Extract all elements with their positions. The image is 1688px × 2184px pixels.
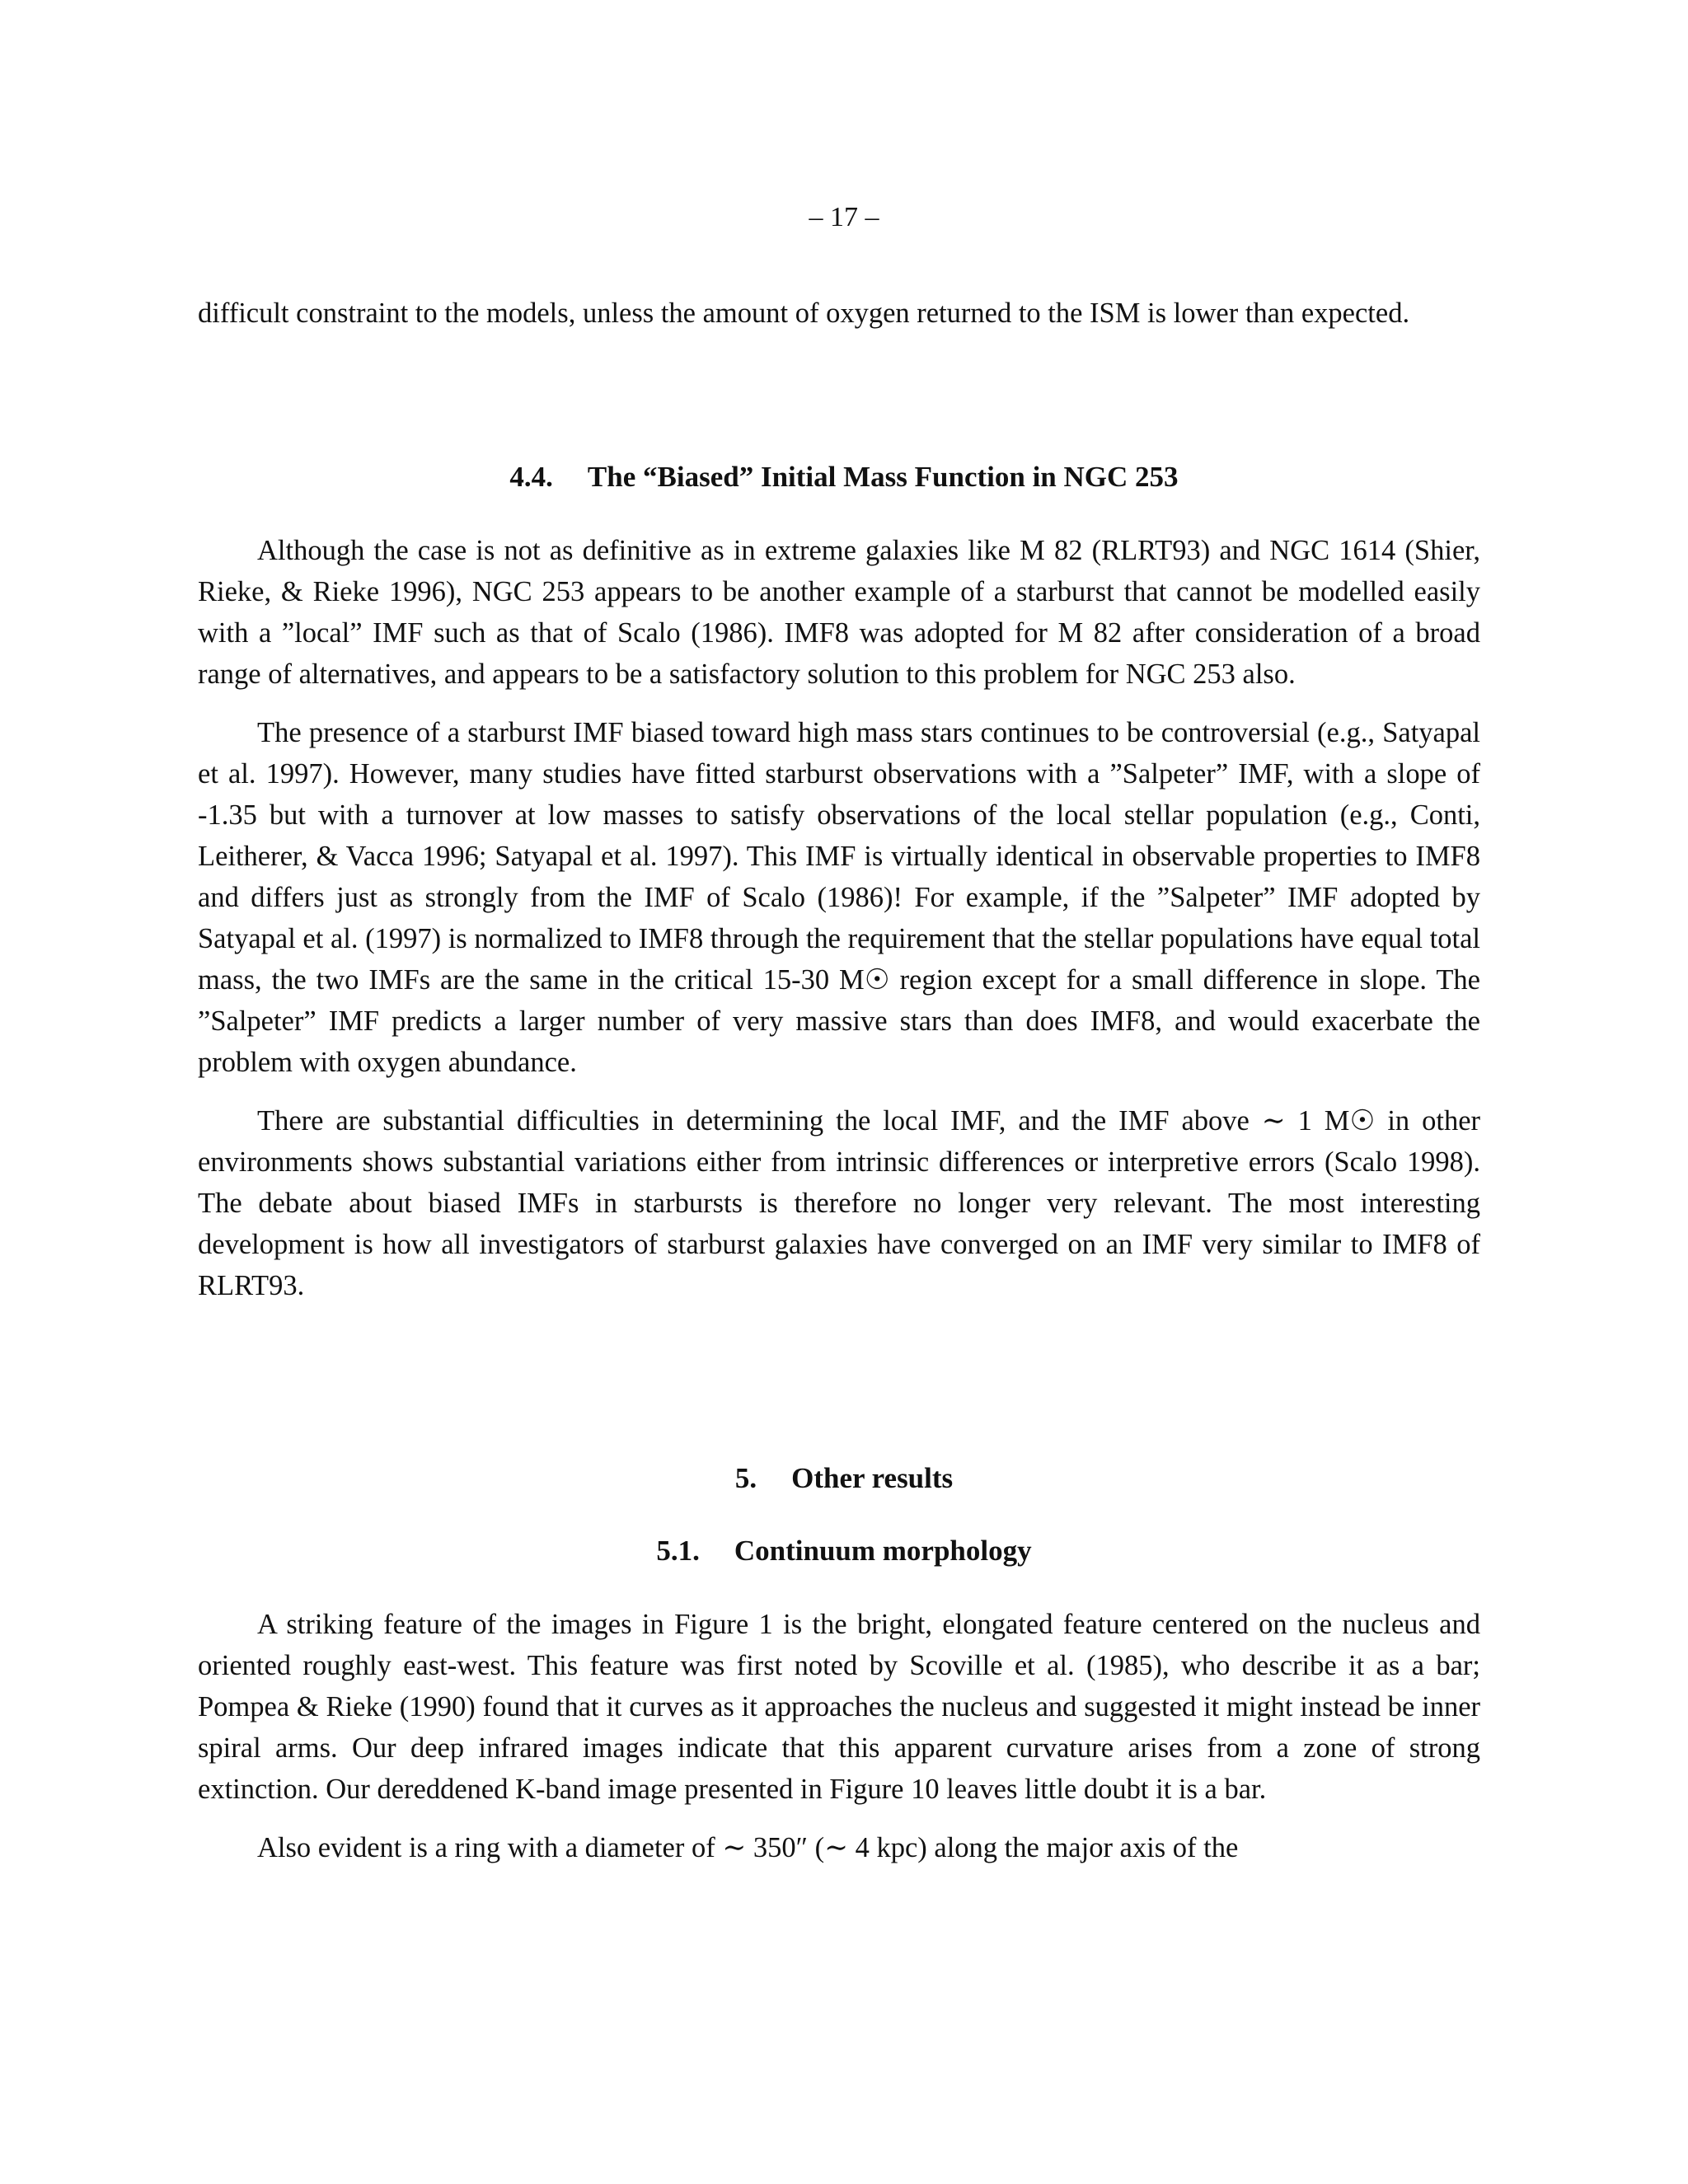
body-paragraph: Also evident is a ring with a diameter of ∼ 350″ (∼ 4 kpc) along the major axis of the bbox=[257, 1832, 1239, 1863]
section-number: 5.1. bbox=[656, 1535, 700, 1567]
page-number: – 17 – bbox=[809, 202, 879, 232]
section-5-1-body bbox=[198, 1604, 1480, 1868]
section-number: 4.4. bbox=[509, 461, 553, 493]
section-4-4-body bbox=[198, 530, 1480, 1306]
section-title: The “Biased” Initial Mass Function in NGC 253 bbox=[587, 461, 1179, 493]
section-heading-5-1 bbox=[0, 1531, 1688, 1571]
section-title: Other results bbox=[791, 1462, 954, 1494]
continuation-text: difficult constraint to the models, unless the amount of oxygen returned to the ISM is lower than expected. bbox=[198, 298, 1410, 329]
body-paragraph: Although the case is not as definitive as in extreme galaxies like M 82 (RLRT93) and NGC 1614 (Shier, Rieke, & Rieke 1996), NGC 253 appears to be another example of a starburst that cannot be modelled easily with a ”local” IMF such as that of Scalo (1986). IMF8 was adopted for M 82 after consideration of a broad range of alternatives, and appears to be a satisfactory solution to this problem for NGC 253 also. bbox=[198, 535, 1480, 690]
section-title: Continuum morphology bbox=[734, 1535, 1032, 1567]
body-paragraph: There are substantial difficulties in determining the local IMF, and the IMF above ∼ 1 M☉ in other environments shows substantial variations either from intrinsic differences or interpretive errors (Scalo 1998). The debate about biased IMFs in starbursts is therefore no longer very relevant. The most interesting development is how all investigators of starburst galaxies have converged on an IMF very similar to IMF8 of RLRT93. bbox=[198, 1105, 1480, 1301]
body-paragraph: The presence of a starburst IMF biased toward high mass stars continues to be controversial (e.g., Satyapal et al. 1997). However, many studies have fitted starburst observations with a ”Salpeter” IMF, with a slope of -1.35 but with a turnover at low masses to satisfy observations of the local stellar population (e.g., Conti, Leitherer, & Vacca 1996; Satyapal et al. 1997). This IMF is virtually identical in observable properties to IMF8 and differs just as strongly from the IMF of Scalo (1986)! For example, if the ”Salpeter” IMF adopted by Satyapal et al. (1997) is normalized to IMF8 through the requirement that the stellar populations have equal total mass, the two IMFs are the same in the critical 15-30 M☉ region except for a small difference in slope. The ”Salpeter” IMF predicts a larger number of very massive stars than does IMF8, and would exacerbate the problem with oxygen abundance. bbox=[198, 717, 1480, 1078]
section-heading-5 bbox=[0, 1459, 1688, 1498]
body-paragraph: A striking feature of the images in Figure 1 is the bright, elongated feature centered on the nucleus and oriented roughly east-west. This feature was first noted by Scoville et al. (1985), who describe it as a bar; Pompea & Rieke (1990) found that it curves as it approaches the nucleus and suggested it might instead be inner spiral arms. Our deep infrared images indicate that this apparent curvature arises from a zone of strong extinction. Our dereddened K-band image presented in Figure 10 leaves little doubt it is a bar. bbox=[198, 1609, 1480, 1805]
continuation-paragraph bbox=[198, 293, 1480, 334]
section-number: 5. bbox=[734, 1462, 757, 1494]
section-heading-4-4 bbox=[0, 457, 1688, 497]
